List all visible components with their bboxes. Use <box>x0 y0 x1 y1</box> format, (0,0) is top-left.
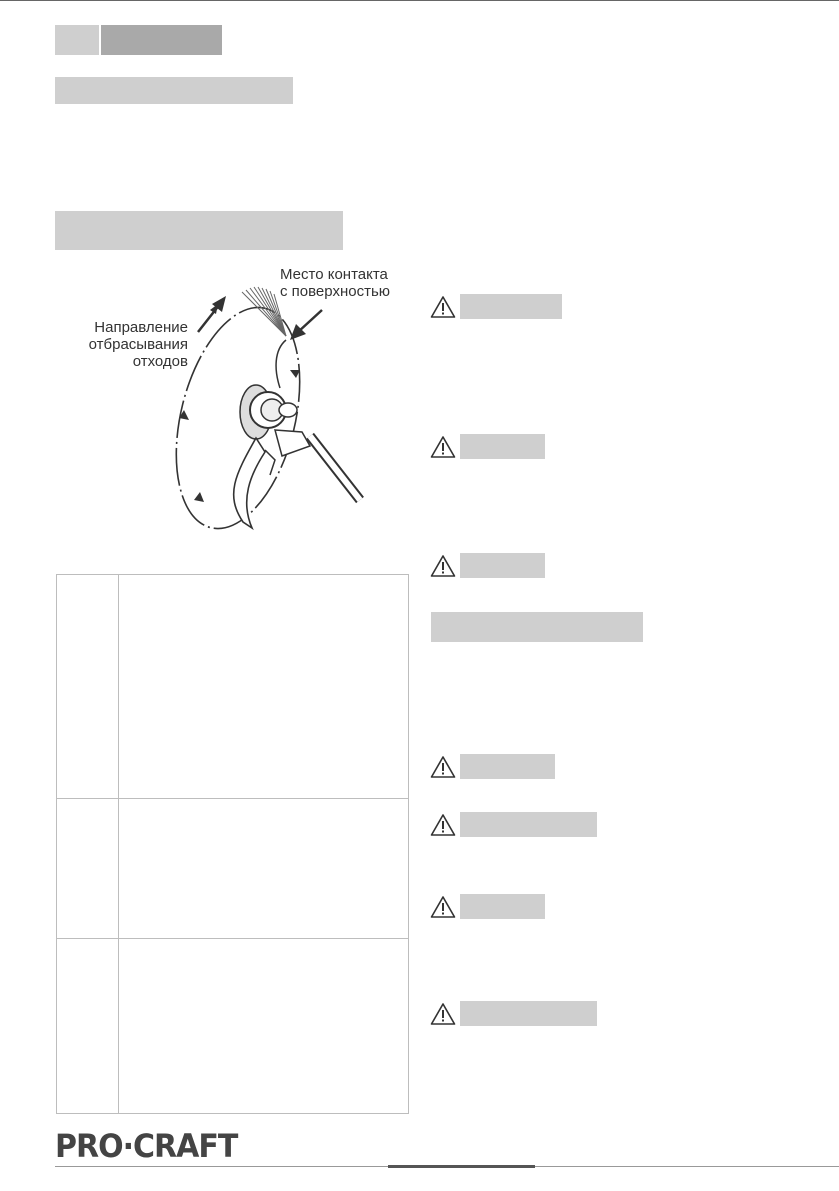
warning-block-2 <box>430 434 545 459</box>
warning-heading-bar <box>460 294 562 319</box>
trimmer-illustration <box>60 260 410 545</box>
table-cell-content <box>119 939 409 1114</box>
warning-triangle-icon <box>430 295 456 319</box>
warning-triangle-icon <box>430 435 456 459</box>
label-contact-point: Место контакта с поверхностью <box>280 266 391 300</box>
warning-block-7 <box>430 1001 597 1026</box>
footer-rule-accent <box>388 1165 535 1168</box>
section-heading-bar-1 <box>55 77 293 104</box>
warning-block-5 <box>430 812 597 837</box>
warning-heading-bar <box>460 754 555 779</box>
warning-block-3 <box>430 553 545 578</box>
header-tab-right <box>101 25 222 55</box>
warning-heading-bar <box>460 812 597 837</box>
warning-heading-bar <box>460 1001 597 1026</box>
table-row <box>57 939 409 1114</box>
warning-triangle-icon <box>430 755 456 779</box>
label-debris-direction: Направление отбрасывания отходов <box>88 319 188 370</box>
header-tab-left <box>55 25 99 55</box>
trimmer-diagram <box>60 260 410 545</box>
warning-triangle-icon <box>430 813 456 837</box>
top-rule <box>0 0 839 1</box>
brand-logo: PRO·CRAFT <box>55 1127 238 1166</box>
table-cell-label <box>57 575 119 799</box>
warning-block-6 <box>430 894 545 919</box>
warning-block-4 <box>430 754 555 779</box>
warning-heading-bar <box>460 434 545 459</box>
table-cell-content <box>119 799 409 939</box>
table-row <box>57 799 409 939</box>
warning-triangle-icon <box>430 1002 456 1026</box>
section-heading-bar-2 <box>55 211 343 250</box>
warning-heading-bar <box>460 894 545 919</box>
section-heading-bar-3 <box>431 612 643 642</box>
table-cell-label <box>57 799 119 939</box>
table-cell-content <box>119 575 409 799</box>
warning-block-1 <box>430 294 562 319</box>
warning-triangle-icon <box>430 554 456 578</box>
table-cell-label <box>57 939 119 1114</box>
info-table <box>56 574 409 1114</box>
warning-heading-bar <box>460 553 545 578</box>
warning-triangle-icon <box>430 895 456 919</box>
table-row <box>57 575 409 799</box>
